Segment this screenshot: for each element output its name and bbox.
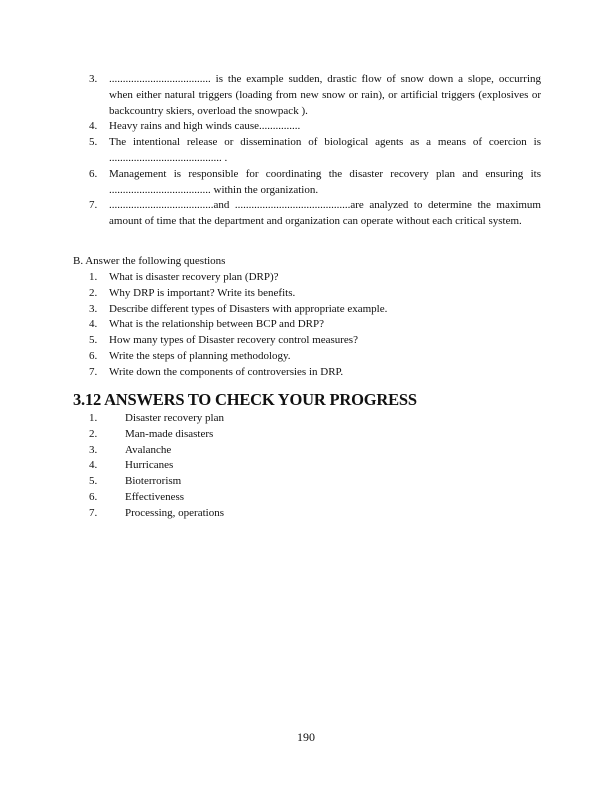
item-text: Hurricanes bbox=[125, 459, 174, 472]
list-item bbox=[73, 349, 543, 365]
list-item bbox=[73, 270, 543, 286]
item-number: 3. bbox=[89, 443, 98, 456]
list-item bbox=[89, 427, 489, 443]
item-text: Heavy rains and high winds cause............... bbox=[109, 120, 301, 133]
list-item bbox=[89, 167, 541, 199]
item-number: 4. bbox=[89, 318, 98, 331]
list-item bbox=[73, 317, 543, 333]
item-number: 4. bbox=[89, 120, 98, 133]
list-item bbox=[89, 490, 489, 506]
item-number: 1. bbox=[89, 271, 98, 283]
item-text: Why DRP is important? Write its benefits. bbox=[109, 286, 296, 299]
item-text: Write down the components of controversies in DRP. bbox=[109, 365, 344, 378]
list-item bbox=[73, 365, 543, 381]
fill-in-questions-list bbox=[89, 72, 541, 230]
item-number: 5. bbox=[89, 136, 98, 149]
item-text: ......................................and ..........................................are analyzed to determine the maximum amount of time that the department and organization can operate without each critical system. bbox=[109, 199, 541, 228]
list-item bbox=[73, 333, 543, 349]
item-text: How many types of Disaster recovery control measures? bbox=[109, 334, 358, 347]
item-number: 6. bbox=[89, 167, 98, 180]
item-number: 3. bbox=[89, 302, 98, 315]
item-number: 1. bbox=[89, 412, 98, 424]
item-text: Disaster recovery plan bbox=[125, 412, 224, 424]
item-number: 4. bbox=[89, 459, 98, 472]
item-text: The intentional release or dissemination of biological agents as a means of coercion is ......................................... . bbox=[109, 136, 541, 164]
list-item bbox=[73, 286, 543, 302]
item-text: Management is responsible for coordinating the disaster recovery plan and ensuring its ..................................... within the organization. bbox=[109, 167, 541, 196]
item-number: 6. bbox=[89, 490, 98, 503]
section-title: 3.12 ANSWERS TO CHECK YOUR PROGRESS bbox=[73, 390, 417, 409]
list-item bbox=[89, 135, 541, 167]
list-item bbox=[89, 119, 541, 135]
item-number: 5. bbox=[89, 334, 98, 347]
list-item bbox=[89, 506, 489, 522]
item-text: What is disaster recovery plan (DRP)? bbox=[109, 271, 279, 283]
part-b-questions bbox=[73, 254, 543, 381]
item-text: ..................................... is the example sudden, drastic flow of snow down a slope, occurring when either natural triggers (loading from new snow or rain), or artificial triggers (explosives or backcountry skiers, overload the snowpack ). bbox=[109, 73, 541, 117]
list-item bbox=[89, 72, 541, 119]
item-text: Avalanche bbox=[125, 443, 172, 456]
list-item bbox=[89, 458, 489, 474]
item-number: 2. bbox=[89, 427, 98, 440]
item-number: 7. bbox=[89, 506, 98, 519]
item-number: 2. bbox=[89, 286, 98, 299]
item-text: Describe different types of Disasters with appropriate example. bbox=[109, 302, 388, 315]
item-number: 5. bbox=[89, 475, 98, 488]
item-number: 3. bbox=[89, 73, 98, 85]
item-number: 6. bbox=[89, 349, 98, 362]
list-item bbox=[89, 443, 489, 459]
item-number: 7. bbox=[89, 199, 98, 212]
item-text: Effectiveness bbox=[125, 490, 185, 503]
item-text: Write the steps of planning methodology. bbox=[109, 349, 291, 362]
page-number: 190 bbox=[297, 730, 315, 744]
item-number: 7. bbox=[89, 365, 98, 378]
item-text: Processing, operations bbox=[125, 506, 224, 519]
item-text: What is the relationship between BCP and DRP? bbox=[109, 318, 324, 331]
list-item bbox=[89, 411, 489, 427]
list-item bbox=[73, 302, 543, 318]
list-item bbox=[89, 198, 541, 230]
item-text: Man-made disasters bbox=[125, 427, 214, 440]
answers-list bbox=[89, 411, 489, 522]
part-b-heading: B. Answer the following questions bbox=[73, 255, 226, 267]
item-text: Bioterrorism bbox=[125, 475, 182, 488]
list-item bbox=[89, 474, 489, 490]
